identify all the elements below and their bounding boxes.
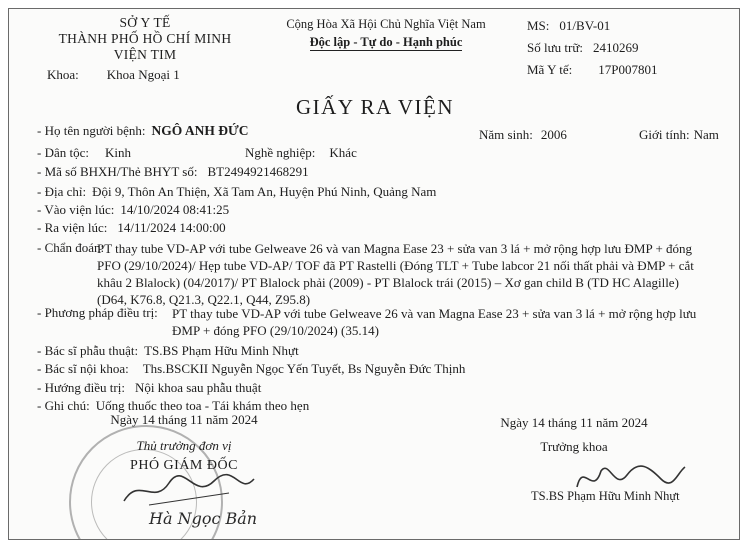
address-label: - Địa chỉ: [37, 184, 87, 199]
ethnicity-row [37, 145, 131, 161]
form-code-line [527, 15, 657, 37]
patient-name-value: NGÔ ANH ĐỨC [151, 123, 249, 138]
note-value: Uống thuốc theo toa - Tái khám theo hẹn [95, 398, 310, 413]
archive-number-line [527, 37, 657, 59]
job-value: Khác [329, 145, 357, 160]
left-sign-date: Ngày 14 tháng 11 năm 2024 [110, 412, 258, 427]
left-signer-name: Hà Ngọc Bản [149, 509, 258, 528]
diagnosis-label: - Chẩn đoán: [37, 240, 105, 255]
address-row [37, 184, 436, 200]
left-signature-scribble [119, 471, 259, 511]
surgeon-row [37, 343, 299, 359]
admission-label: - Vào viện lúc: [37, 202, 115, 217]
admission-row [37, 202, 229, 218]
dept-of-health: SỞ Y TẾ [119, 15, 171, 30]
job [245, 145, 357, 161]
internist-value: Ths.BSCKII Nguyễn Ngọc Yến Tuyết, Bs Nguyễn Đức Thịnh [142, 361, 466, 376]
motto-text: Độc lập - Tự do - Hạnh phúc [309, 35, 463, 49]
discharge-paper [8, 8, 740, 540]
archive-number-value: 2410269 [593, 40, 639, 55]
institute-name: VIỆN TIM [113, 47, 177, 62]
header-middle [271, 15, 501, 51]
department-value: Khoa Ngoại 1 [106, 67, 180, 82]
internist-row [37, 361, 465, 377]
discharge-label: - Ra viện lúc: [37, 220, 108, 235]
header-right [527, 15, 657, 81]
insurance-row [37, 164, 309, 180]
job-label: Nghề nghiệp: [245, 145, 316, 160]
treatment-plan-row [37, 380, 261, 396]
birth-year-value: 2006 [540, 127, 567, 142]
sex-label: Giới tính: [639, 127, 690, 142]
form-code-value: 01/BV-01 [559, 18, 611, 33]
address-value: Đội 9, Thôn An Thiện, Xã Tam An, Huyện Phú Ninh, Quảng Nam [92, 184, 437, 199]
insurance-label: - Mã số BHXH/Thẻ BHYT số: [37, 164, 198, 179]
archive-number-label: Số lưu trữ: [527, 40, 583, 55]
ethnicity-label: - Dân tộc: [37, 145, 89, 160]
left-stamp-title: PHÓ GIÁM ĐỐC [130, 458, 238, 473]
right-signer-name: TS.BS Phạm Hữu Minh Nhựt [531, 489, 680, 503]
birth-year-label: Năm sinh: [479, 127, 533, 142]
document-title: GIẤY RA VIỆN [296, 95, 454, 119]
department-line [47, 67, 180, 83]
internist-label: - Bác sĩ nội khoa: [37, 361, 129, 376]
medical-code-value: 17P007801 [598, 62, 658, 77]
city-name: THÀNH PHỐ HỒ CHÍ MINH [58, 31, 232, 46]
sex-value: Nam [693, 127, 719, 142]
discharge-value: 14/11/2024 14:00:00 [117, 220, 226, 235]
national-motto [271, 33, 501, 51]
form-code-label: MS: [527, 18, 550, 33]
right-sign-date: Ngày 14 tháng 11 năm 2024 [500, 415, 648, 430]
left-sign-role: Thủ trưởng đơn vị [136, 438, 232, 453]
ethnicity-value: Kinh [104, 145, 131, 160]
diagnosis-text: PT thay tube VD-AP với tube Gelweave 26 và van Magna Ease 23 + sửa van 3 lá + mở rộng hợp lưu ĐMP + đóng PFO (29/10/2024)/ Hẹp tube VD-AP/ TOF đã PT Rastelli (Đóng TLT + Tube labcor 21 nối thất phải và ĐMP + cắt khâu 2 Blalock) (04/2017)/ PT Blalock phải (2009) - PT Blalock trái (2015) – Xơ gan child B (TD HC Alagille) (D64, K76.8, Q21.3, Q22.1, Q44, Z95.8) [97, 241, 694, 307]
treatment-text: PT thay tube VD-AP với tube Gelweave 26 và van Magna Ease 23 + sửa van 3 lá + mở rộng hợp lưu ĐMP + đóng PFO (29/10/2024) (35.14) [172, 306, 697, 338]
header-left [45, 15, 245, 63]
republic-name: Cộng Hòa Xã Hội Chủ Nghĩa Việt Nam [286, 17, 486, 31]
left-signature-block [69, 411, 299, 475]
birth-year [479, 127, 567, 143]
sex [639, 127, 719, 143]
medical-code-line [527, 59, 657, 81]
discharge-row [37, 220, 226, 236]
department-label: Khoa: [47, 67, 79, 82]
surgeon-value: TS.BS Phạm Hữu Minh Nhựt [144, 343, 299, 358]
insurance-value: BT2494921468291 [207, 164, 309, 179]
right-signature-block [459, 414, 689, 456]
medical-code-label: Mã Y tế: [527, 62, 573, 77]
treatment-plan-value: Nội khoa sau phẫu thuật [134, 380, 262, 395]
patient-name-row [37, 123, 249, 139]
treatment-plan-label: - Hướng điều trị: [37, 380, 125, 395]
note-label: - Ghi chú: [37, 398, 90, 413]
patient-name-label: - Họ tên người bệnh: [37, 123, 146, 138]
admission-value: 14/10/2024 08:41:25 [120, 202, 230, 217]
right-sign-role: Trưởng khoa [540, 439, 608, 454]
surgeon-label: - Bác sĩ phẫu thuật: [37, 343, 139, 358]
treatment-label: - Phương pháp điều trị: [37, 305, 158, 320]
